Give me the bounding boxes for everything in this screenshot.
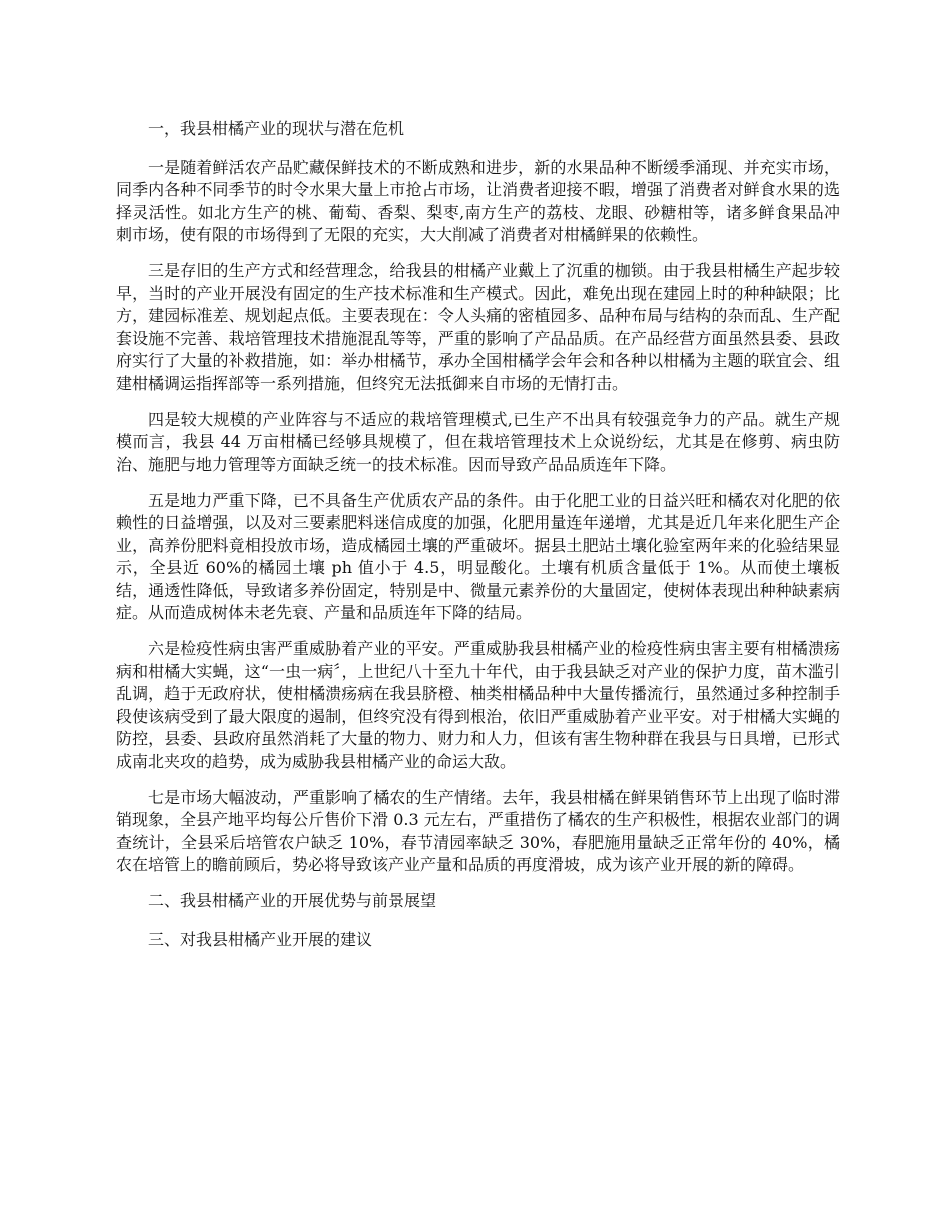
section-heading-2: 二、我县柑橘产业的开展优势与前景展望: [148, 891, 437, 910]
paragraph-7: 七是市场大幅波动，严重影响了橘农的生产情绪。去年，我县柑橘在鲜果销售环节上出现了临时滞销现象，全县产地平均每公斤售价下滑 0.3 元左右，严重措伤了橘农的生产积极性，根据农业部门的调查统计，全县采后培管农户缺乏 10%，春节清园率缺乏 30%，春肥施用量缺乏正常年份的 40%，橘农在培管上的瞻前顾后，势必将导致该产业产量和品质的再度滑坡，成为该产业开展的新的障碍。: [116, 787, 840, 874]
paragraph-5: 五是地力严重下降，已不具备生产优质农产品的条件。由于化肥工业的日益兴旺和橘农对化肥的依赖性的日益增强，以及对三要素肥料迷信成度的加强，化肥用量连年递增，尤其是近几年来化肥生产企业，高养份肥料竟相投放市场，造成橘园土壤的严重破坏。据县土肥站土壤化验室两年来的化验结果显示，全县近 60%的橘园土壤 ph 值小于 4.5，明显酸化。土壤有机质含量低于 1%。从而使土壤板结，通透性降低，导致诸多养份固定，特别是中、微量元素养份的大量固定，使树体表现出种种缺素病症。从而造成树体未老先衰、产量和品质连年下降的结局。: [116, 490, 840, 622]
document-page: [116, 118, 840, 967]
paragraph-1: 一是随着鲜活农产品贮藏保鲜技术的不断成熟和进步，新的水果品种不断缓季涌现、并充实市场，同季内各种不同季节的时令水果大量上市抢占市场，让消费者迎接不暇，增强了消费者对鲜食水果的选择灵活性。如北方生产的桃、葡萄、香梨、梨枣,南方生产的荔枝、龙眼、砂糖柑等，诸多鲜食果品冲刺市场，使有限的市场得到了无限的充实，大大削减了消费者对柑橘鲜果的依赖性。: [116, 157, 840, 244]
paragraph-4: 四是较大规模的产业阵容与不适应的栽培管理模式,已生产不出具有较强竞争力的产品。就生产规模而言，我县 44 万亩柑橘已经够具规模了，但在栽培管理技术上众说纷纭，尤其是在修剪、病虫防治、施肥与地力管理等方面缺乏统一的技术标准。因而导致产品品质连年下降。: [116, 409, 840, 474]
section-heading-3: 三、对我县柑橘产业开展的建议: [148, 929, 373, 949]
paragraph-3: 三是存旧的生产方式和经营理念，给我县的柑橘产业戴上了沉重的枷锁。由于我县柑橘生产起步较早，当时的产业开展没有固定的生产技术标准和生产模式。因此，难免出现在建园上时的种种缺限；比方，建园标准差、规划起点低。主要表现在：令人头痛的密植园多、品种布局与结构的杂而乱、生产配套设施不完善、栽培管理技术措施混乱等等，严重的影响了产品品质。在产品经营方面虽然县委、县政府实行了大量的补救措施，如：举办柑橘节，承办全国柑橘学会年会和各种以柑橘为主题的联宜会、组建柑橘调运指挥部等一系列措施，但终究无法抵御来自市场的无情打击。: [116, 261, 840, 393]
section-heading-1: 一，我县柑橘产业的现状与潜在危机: [148, 119, 405, 138]
paragraph-6: 六是检疫性病虫害严重威胁着产业的平安。严重威胁我县柑橘产业的检疫性病虫害主要有柑橘溃疡病和柑橘大实蝇，这“一虫一病〞，上世纪八十至九十年代，由于我县缺乏对产业的保护力度，苗木滥引乱调，趋于无政府状，使柑橘溃疡病在我县脐橙、柚类柑橘品种中大量传播流行，虽然通过多种控制手段使该病受到了最大限度的遏制，但终究没有得到根治，依旧严重威胁着产业平安。对于柑橘大实蝇的防控，县委、县政府虽然消耗了大量的物力、财力和人力，但该有害生物种群在我县与日具增，已形式成南北夹攻的趋势，成为威胁我县柑橘产业的命运大敌。: [116, 639, 840, 771]
